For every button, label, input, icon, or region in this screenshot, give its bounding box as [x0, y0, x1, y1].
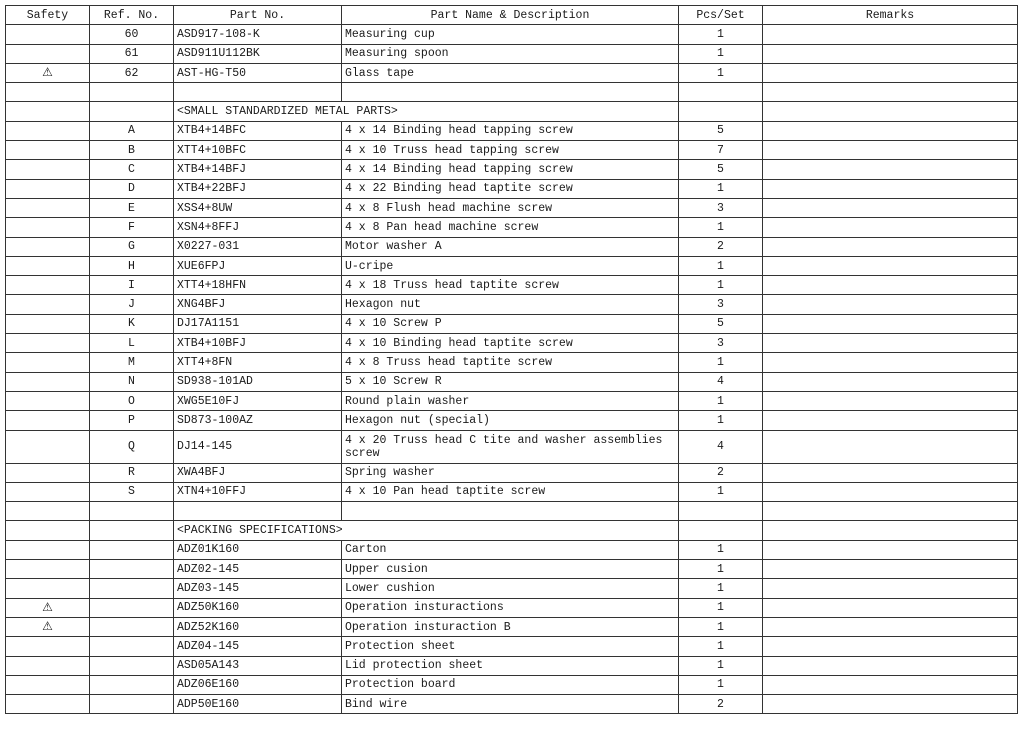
remarks-cell — [763, 560, 1018, 579]
ref-no-cell: P — [90, 411, 174, 430]
remarks-cell — [763, 160, 1018, 179]
section-header-row — [6, 521, 1018, 540]
remarks-cell — [763, 256, 1018, 275]
pcs-cell: 1 — [679, 617, 763, 636]
description-cell: 4 x 10 Binding head taptite screw — [342, 334, 679, 353]
pcs-cell: 1 — [679, 353, 763, 372]
table-row — [6, 44, 1018, 63]
pcs-cell: 7 — [679, 141, 763, 160]
part-no-cell: SD938-101AD — [174, 372, 342, 391]
safety-warning-icon: ⚠ — [42, 599, 53, 614]
remarks-cell — [763, 695, 1018, 714]
empty-cell — [6, 502, 90, 521]
description-cell: Motor washer A — [342, 237, 679, 256]
pcs-cell: 1 — [679, 656, 763, 675]
table-row — [6, 141, 1018, 160]
remarks-cell — [763, 353, 1018, 372]
part-no-cell: ADZ03-145 — [174, 579, 342, 598]
blank-row — [6, 83, 1018, 102]
part-no-cell: ADZ52K160 — [174, 617, 342, 636]
part-no-cell: XSN4+8FFJ — [174, 218, 342, 237]
description-cell: 4 x 14 Binding head tapping screw — [342, 160, 679, 179]
pcs-cell: 1 — [679, 540, 763, 559]
remarks-cell — [763, 598, 1018, 617]
empty-cell — [679, 502, 763, 521]
part-no-cell: ADZ04-145 — [174, 637, 342, 656]
description-cell: Upper cusion — [342, 560, 679, 579]
pcs-cell: 1 — [679, 560, 763, 579]
safety-warning-icon: ⚠ — [42, 619, 53, 634]
table-row — [6, 656, 1018, 675]
col-header-part-no: Part No. — [174, 6, 342, 25]
ref-no-cell: S — [90, 482, 174, 501]
description-cell: 4 x 8 Pan head machine screw — [342, 218, 679, 237]
remarks-cell — [763, 617, 1018, 636]
part-no-cell: XTN4+10FFJ — [174, 482, 342, 501]
ref-no-cell — [90, 579, 174, 598]
pcs-cell: 1 — [679, 391, 763, 410]
remarks-cell — [763, 295, 1018, 314]
part-no-cell: AST-HG-T50 — [174, 63, 342, 82]
empty-cell — [174, 83, 342, 102]
part-no-cell: XTT4+18HFN — [174, 276, 342, 295]
table-row — [6, 218, 1018, 237]
empty-cell — [90, 502, 174, 521]
pcs-cell: 3 — [679, 334, 763, 353]
empty-cell — [679, 102, 763, 121]
col-header-safety: Safety — [6, 6, 90, 25]
ref-no-cell: C — [90, 160, 174, 179]
ref-no-cell: J — [90, 295, 174, 314]
table-row — [6, 637, 1018, 656]
part-no-cell: XTB4+10BFJ — [174, 334, 342, 353]
empty-cell — [90, 521, 174, 540]
table-row — [6, 391, 1018, 410]
empty-cell — [174, 502, 342, 521]
ref-no-cell: L — [90, 334, 174, 353]
safety-cell — [6, 179, 90, 198]
part-no-cell: ASD05A143 — [174, 656, 342, 675]
description-cell: Protection sheet — [342, 637, 679, 656]
pcs-cell: 5 — [679, 160, 763, 179]
description-cell: Measuring spoon — [342, 44, 679, 63]
table-row — [6, 353, 1018, 372]
ref-no-cell — [90, 617, 174, 636]
description-cell: U-cripe — [342, 256, 679, 275]
description-cell: Carton — [342, 540, 679, 559]
safety-cell — [6, 44, 90, 63]
safety-cell — [6, 463, 90, 482]
description-cell: Round plain washer — [342, 391, 679, 410]
description-cell: 4 x 10 Truss head tapping screw — [342, 141, 679, 160]
table-row — [6, 560, 1018, 579]
pcs-cell: 1 — [679, 411, 763, 430]
part-no-cell: X0227-031 — [174, 237, 342, 256]
safety-cell — [6, 25, 90, 44]
safety-cell — [6, 63, 90, 82]
section-title: <SMALL STANDARDIZED METAL PARTS> — [174, 102, 679, 121]
pcs-cell: 5 — [679, 314, 763, 333]
pcs-cell: 1 — [679, 579, 763, 598]
col-header-pcs-set: Pcs/Set — [679, 6, 763, 25]
safety-cell — [6, 391, 90, 410]
safety-cell — [6, 482, 90, 501]
ref-no-cell: K — [90, 314, 174, 333]
remarks-cell — [763, 276, 1018, 295]
safety-cell — [6, 617, 90, 636]
safety-cell — [6, 334, 90, 353]
table-row — [6, 540, 1018, 559]
remarks-cell — [763, 675, 1018, 694]
safety-cell — [6, 121, 90, 140]
ref-no-cell: N — [90, 372, 174, 391]
remarks-cell — [763, 179, 1018, 198]
remarks-cell — [763, 391, 1018, 410]
table-row — [6, 430, 1018, 463]
pcs-cell: 1 — [679, 256, 763, 275]
part-no-cell: XWA4BFJ — [174, 463, 342, 482]
safety-cell — [6, 372, 90, 391]
part-no-cell: XWG5E10FJ — [174, 391, 342, 410]
table-row — [6, 198, 1018, 217]
description-cell: Lower cushion — [342, 579, 679, 598]
ref-no-cell — [90, 560, 174, 579]
table-row — [6, 256, 1018, 275]
table-row — [6, 314, 1018, 333]
description-cell: 4 x 20 Truss head C tite and washer assemblies screw — [342, 430, 679, 463]
empty-cell — [6, 102, 90, 121]
safety-cell — [6, 560, 90, 579]
safety-cell — [6, 160, 90, 179]
remarks-cell — [763, 25, 1018, 44]
remarks-cell — [763, 121, 1018, 140]
blank-row — [6, 502, 1018, 521]
safety-cell — [6, 675, 90, 694]
ref-no-cell: F — [90, 218, 174, 237]
safety-cell — [6, 314, 90, 333]
ref-no-cell: O — [90, 391, 174, 410]
safety-cell — [6, 637, 90, 656]
description-cell: Operation insturactions — [342, 598, 679, 617]
description-cell: 4 x 18 Truss head taptite screw — [342, 276, 679, 295]
remarks-cell — [763, 637, 1018, 656]
ref-no-cell: D — [90, 179, 174, 198]
pcs-cell: 4 — [679, 372, 763, 391]
part-no-cell: XTB4+22BFJ — [174, 179, 342, 198]
safety-cell — [6, 218, 90, 237]
ref-no-cell — [90, 675, 174, 694]
table-row — [6, 276, 1018, 295]
description-cell: Lid protection sheet — [342, 656, 679, 675]
ref-no-cell — [90, 598, 174, 617]
safety-cell — [6, 295, 90, 314]
pcs-cell: 1 — [679, 675, 763, 694]
ref-no-cell — [90, 637, 174, 656]
safety-cell — [6, 430, 90, 463]
safety-cell — [6, 276, 90, 295]
part-no-cell: ADP50E160 — [174, 695, 342, 714]
col-header-ref-no: Ref. No. — [90, 6, 174, 25]
table-row — [6, 63, 1018, 82]
part-no-cell: ADZ02-145 — [174, 560, 342, 579]
part-no-cell: XTT4+10BFC — [174, 141, 342, 160]
pcs-cell: 1 — [679, 482, 763, 501]
part-no-cell: ADZ50K160 — [174, 598, 342, 617]
remarks-cell — [763, 63, 1018, 82]
pcs-cell: 1 — [679, 637, 763, 656]
part-no-cell: ADZ01K160 — [174, 540, 342, 559]
empty-cell — [342, 83, 679, 102]
pcs-cell: 1 — [679, 44, 763, 63]
pcs-cell: 4 — [679, 430, 763, 463]
col-header-remarks: Remarks — [763, 6, 1018, 25]
description-cell: 5 x 10 Screw R — [342, 372, 679, 391]
empty-cell — [6, 83, 90, 102]
pcs-cell: 3 — [679, 295, 763, 314]
part-no-cell: XTB4+14BFC — [174, 121, 342, 140]
remarks-cell — [763, 334, 1018, 353]
table-row — [6, 598, 1018, 617]
part-no-cell: XNG4BFJ — [174, 295, 342, 314]
remarks-cell — [763, 44, 1018, 63]
description-cell: Spring washer — [342, 463, 679, 482]
ref-no-cell: A — [90, 121, 174, 140]
description-cell: Protection board — [342, 675, 679, 694]
table-row — [6, 463, 1018, 482]
part-no-cell: ASD911U112BK — [174, 44, 342, 63]
empty-cell — [90, 102, 174, 121]
safety-cell — [6, 656, 90, 675]
remarks-cell — [763, 430, 1018, 463]
safety-cell — [6, 598, 90, 617]
safety-warning-icon: ⚠ — [42, 65, 53, 80]
pcs-cell: 1 — [679, 63, 763, 82]
pcs-cell: 1 — [679, 25, 763, 44]
empty-cell — [90, 83, 174, 102]
remarks-cell — [763, 656, 1018, 675]
pcs-cell: 2 — [679, 695, 763, 714]
description-cell: Bind wire — [342, 695, 679, 714]
part-no-cell: XTB4+14BFJ — [174, 160, 342, 179]
pcs-cell: 2 — [679, 463, 763, 482]
safety-cell — [6, 695, 90, 714]
description-cell: Measuring cup — [342, 25, 679, 44]
table-row — [6, 121, 1018, 140]
col-header-description: Part Name & Description — [342, 6, 679, 25]
empty-cell — [679, 521, 763, 540]
parts-table-body — [6, 25, 1018, 714]
ref-no-cell: E — [90, 198, 174, 217]
ref-no-cell: 60 — [90, 25, 174, 44]
description-cell: 4 x 22 Binding head taptite screw — [342, 179, 679, 198]
safety-cell — [6, 141, 90, 160]
parts-list-table — [5, 5, 1018, 714]
safety-cell — [6, 353, 90, 372]
description-cell: 4 x 10 Screw P — [342, 314, 679, 333]
empty-cell — [763, 502, 1018, 521]
part-no-cell: DJ17A1151 — [174, 314, 342, 333]
table-row — [6, 295, 1018, 314]
pcs-cell: 1 — [679, 179, 763, 198]
ref-no-cell: R — [90, 463, 174, 482]
table-row — [6, 411, 1018, 430]
remarks-cell — [763, 579, 1018, 598]
pcs-cell: 2 — [679, 237, 763, 256]
description-cell: Hexagon nut (special) — [342, 411, 679, 430]
table-row — [6, 675, 1018, 694]
ref-no-cell: 61 — [90, 44, 174, 63]
remarks-cell — [763, 198, 1018, 217]
table-row — [6, 617, 1018, 636]
table-row — [6, 372, 1018, 391]
ref-no-cell: Q — [90, 430, 174, 463]
remarks-cell — [763, 218, 1018, 237]
pcs-cell: 5 — [679, 121, 763, 140]
ref-no-cell: 62 — [90, 63, 174, 82]
part-no-cell: XSS4+8UW — [174, 198, 342, 217]
safety-cell — [6, 237, 90, 256]
description-cell: 4 x 8 Flush head machine screw — [342, 198, 679, 217]
description-cell: Glass tape — [342, 63, 679, 82]
empty-cell — [763, 521, 1018, 540]
safety-cell — [6, 411, 90, 430]
description-cell: 4 x 14 Binding head tapping screw — [342, 121, 679, 140]
description-cell: 4 x 8 Truss head taptite screw — [342, 353, 679, 372]
remarks-cell — [763, 237, 1018, 256]
table-row — [6, 695, 1018, 714]
ref-no-cell: B — [90, 141, 174, 160]
ref-no-cell: H — [90, 256, 174, 275]
table-row — [6, 237, 1018, 256]
ref-no-cell — [90, 656, 174, 675]
remarks-cell — [763, 540, 1018, 559]
table-row — [6, 179, 1018, 198]
remarks-cell — [763, 463, 1018, 482]
ref-no-cell — [90, 695, 174, 714]
pcs-cell: 1 — [679, 598, 763, 617]
part-no-cell: XUE6FPJ — [174, 256, 342, 275]
table-row — [6, 482, 1018, 501]
empty-cell — [342, 502, 679, 521]
ref-no-cell: I — [90, 276, 174, 295]
part-no-cell: ASD917-108-K — [174, 25, 342, 44]
ref-no-cell: G — [90, 237, 174, 256]
section-title: <PACKING SPECIFICATIONS> — [174, 521, 679, 540]
pcs-cell: 1 — [679, 218, 763, 237]
part-no-cell: SD873-100AZ — [174, 411, 342, 430]
table-row — [6, 579, 1018, 598]
safety-cell — [6, 579, 90, 598]
safety-cell — [6, 540, 90, 559]
empty-cell — [763, 83, 1018, 102]
table-row — [6, 160, 1018, 179]
description-cell: Hexagon nut — [342, 295, 679, 314]
empty-cell — [763, 102, 1018, 121]
safety-cell — [6, 198, 90, 217]
remarks-cell — [763, 314, 1018, 333]
description-cell: Operation insturaction B — [342, 617, 679, 636]
header-row — [6, 6, 1018, 25]
table-row — [6, 25, 1018, 44]
ref-no-cell: M — [90, 353, 174, 372]
remarks-cell — [763, 482, 1018, 501]
description-cell: 4 x 10 Pan head taptite screw — [342, 482, 679, 501]
remarks-cell — [763, 411, 1018, 430]
ref-no-cell — [90, 540, 174, 559]
part-no-cell: XTT4+8FN — [174, 353, 342, 372]
empty-cell — [679, 83, 763, 102]
part-no-cell: DJ14-145 — [174, 430, 342, 463]
pcs-cell: 3 — [679, 198, 763, 217]
safety-cell — [6, 256, 90, 275]
pcs-cell: 1 — [679, 276, 763, 295]
remarks-cell — [763, 141, 1018, 160]
empty-cell — [6, 521, 90, 540]
remarks-cell — [763, 372, 1018, 391]
table-row — [6, 334, 1018, 353]
section-header-row — [6, 102, 1018, 121]
part-no-cell: ADZ06E160 — [174, 675, 342, 694]
